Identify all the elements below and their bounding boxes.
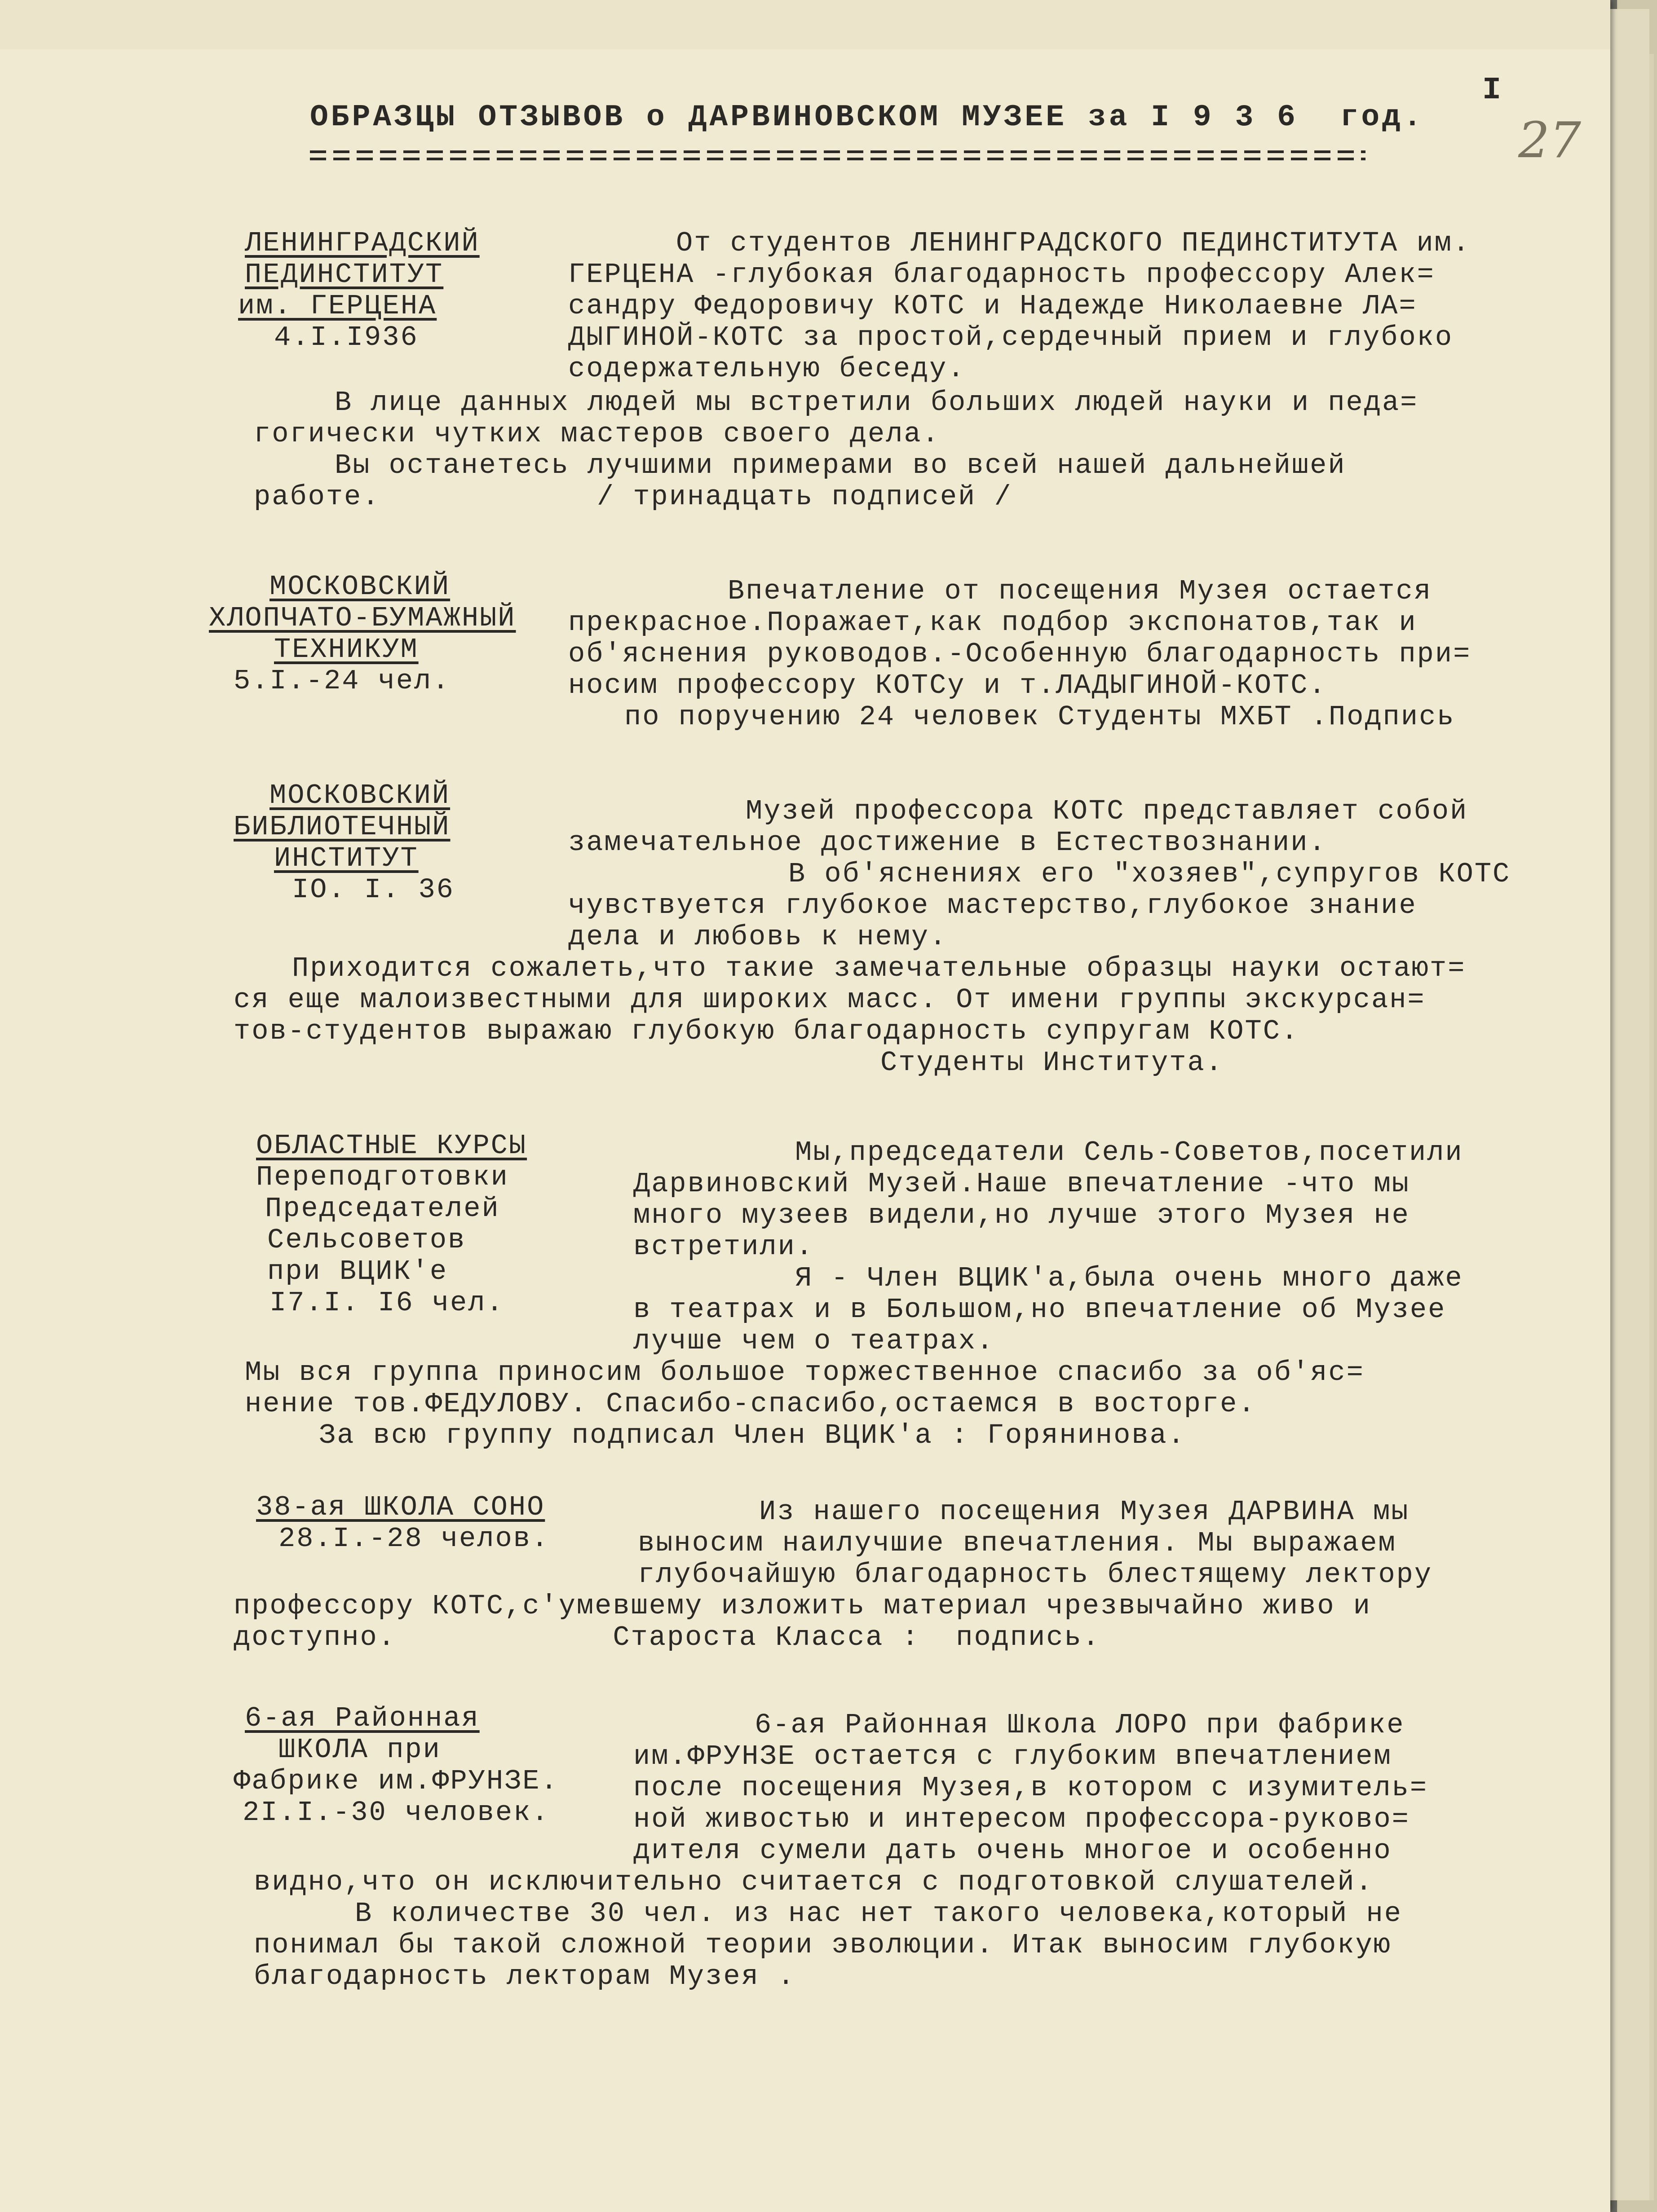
entry-label-line: при ВЦИК'е (267, 1256, 448, 1287)
entry-text-line: Мы,председатели Сель-Советов,посетили (795, 1137, 1463, 1168)
entry-text-line: Из нашего посещения Музея ДАРВИНА мы (759, 1496, 1410, 1528)
entry-label-line: Переподготовки (256, 1161, 509, 1193)
entry-text-line: ГЕРЦЕНА -глубокая благодарность профессору Алек= (568, 259, 1435, 291)
entry-label-line: МОСКОВСКИЙ (270, 780, 451, 811)
entry-label-line: ХЛОПЧАТО-БУМАЖНЫЙ (209, 602, 516, 634)
entry-label-line: Сельсоветов (267, 1224, 466, 1256)
entry-text-line: видно,что он исключительно считается с подготовкой слушателей. (254, 1866, 1374, 1898)
entry-text-line: В лице данных людей мы встретили больших людей науки и педа= (335, 387, 1418, 419)
entry-text-line: профессору КОТС,с'умевшему изложить материал чрезвычайно живо и (234, 1590, 1371, 1622)
entry-label-line: ШКОЛА при (278, 1734, 441, 1766)
entry-text-line: лучше чем о театрах. (633, 1325, 995, 1357)
page-number: I (1482, 73, 1503, 108)
entry-date: 28.I.-28 челов. (278, 1523, 550, 1555)
entry-text-line: Музей профессора КОТС представляет собой (746, 795, 1468, 827)
handwritten-folio-number: 27 (1518, 111, 1581, 169)
entry-label-line: 38-ая ШКОЛА СОНО (256, 1491, 545, 1523)
entry-text-line: встретили. (633, 1231, 814, 1263)
entry-text-line: сандру Федоровичу КОТС и Надежде Николаевне ЛА= (568, 290, 1417, 322)
entry-text-line: От студентов ЛЕНИНГРАДСКОГО ПЕДИНСТИТУТА им. (676, 227, 1471, 259)
entry-date: 4.I.I936 (274, 322, 419, 353)
entry-label-line: ОБЛАСТНЫЕ КУРСЫ (256, 1130, 527, 1162)
entry-text-line: ной живостью и интересом профессора-руково= (633, 1803, 1410, 1835)
entry-label-line: им. ГЕРЦЕНА (238, 290, 437, 322)
entry-date: IO. I. 36 (292, 874, 455, 906)
entry-date: 5.I.-24 чел. (234, 665, 451, 697)
entry-text-line: работе. / тринадцать подписей / (254, 481, 1012, 513)
entry-text-line: прекрасное.Поражает,как подбор экспонатов,так и (568, 607, 1417, 639)
entry-text-line: нение тов.ФЕДУЛОВУ. Спасибо-спасибо,остаемся в восторге. (245, 1388, 1256, 1420)
entry-label-line: Фабрике им.ФРУНЗЕ. (234, 1765, 559, 1797)
entry-text-line: За всю группу подписал Член ВЦИК'а : Горянинова. (319, 1419, 1186, 1451)
entry-text-line: Мы вся группа приносим большое торжественное спасибо за об'яс= (245, 1357, 1365, 1388)
entry-text-line: Дарвиновский Музей.Наше впечатление -что мы (633, 1168, 1410, 1200)
entry-label-line: ИНСТИТУТ (274, 842, 419, 874)
entry-text-line: дела и любовь к нему. (568, 921, 948, 953)
entry-text-line: понимал бы такой сложной теории эволюции. Итак выносим глубокую (254, 1929, 1392, 1961)
entry-label-line: ЛЕНИНГРАДСКИЙ (245, 227, 480, 259)
entry-label-line: ПЕДИНСТИТУТ (245, 259, 444, 291)
entry-text-line: об'яснения руководов.-Особенную благодарность при= (568, 638, 1471, 670)
entry-text-line: им.ФРУНЗЕ остается с глубоким впечатлением (633, 1741, 1392, 1772)
entry-text-line: Приходится сожалеть,что такие замечательные образцы науки остают= (292, 952, 1466, 984)
entry-text-line: глубочайшую благодарность блестящему лектору (638, 1559, 1433, 1591)
entry-label-line: Председателей (265, 1193, 500, 1225)
entry-label-line: БИБЛИОТЕЧНЫЙ (234, 811, 451, 843)
entry-text-line: В об'яснениях его "хозяев",супругов КОТС (788, 858, 1511, 890)
page-top-edge (0, 0, 1610, 49)
entry-text-line: доступно. Староста Класса : подпись. (234, 1622, 1100, 1653)
document-title: ОБРАЗЦЫ ОТЗЫВОВ о ДАРВИНОВСКОМ МУЗЕЕ за I 9 3 6 год. (310, 100, 1424, 135)
entry-text-line: В количестве 30 чел. из нас нет такого человека,который не (355, 1898, 1402, 1930)
title-double-rule (310, 150, 1365, 161)
entry-date: I7.I. I6 чел. (270, 1287, 504, 1319)
entry-text-line: ДЫГИНОЙ-КОТС за простой,сердечный прием и глубоко (568, 322, 1454, 353)
entry-text-line: выносим наилучшие впечатления. Мы выражаем (638, 1527, 1396, 1559)
entry-label-line: 6-ая Районная (245, 1702, 480, 1734)
entry-text-line: много музеев видели,но лучше этого Музея не (633, 1199, 1410, 1231)
entry-label-line: ТЕХНИКУМ (274, 634, 419, 665)
entry-text-line: чувствуется глубокое мастерство,глубокое знание (568, 890, 1417, 921)
entry-text-line: замечательное достижение в Естествознании. (568, 827, 1327, 859)
entry-text-line: гогически чутких мастеров своего дела. (254, 418, 940, 450)
entry-text-line: тов-студентов выражаю глубокую благодарность супругам КОТС. (234, 1015, 1299, 1047)
entry-text-line: после посещения Музея,в котором с изумитель= (633, 1772, 1428, 1804)
entry-date: 2I.I.-30 человек. (243, 1797, 550, 1829)
entry-text-line: Студенты Института. (880, 1047, 1224, 1079)
entry-text-line: благодарность лекторам Музея . (254, 1961, 796, 1992)
entry-text-line: Впечатление от посещения Музея остается (728, 575, 1432, 607)
entry-text-line: 6-ая Районная Школа ЛОРО при фабрике (755, 1709, 1405, 1741)
entry-text-line: Вы останетесь лучшими примерами во всей нашей дальнейшей (335, 449, 1346, 481)
entry-text-line: дителя сумели дать очень многое и особенно (633, 1835, 1392, 1867)
entry-text-line: носим профессору КОТСу и т.ЛАДЫГИНОЙ-КОТС. (568, 670, 1327, 701)
entry-text-line: ся еще малоизвестными для широких масс. От имени группы экскурсан= (234, 984, 1426, 1016)
entry-text-line: содержательную беседу. (568, 353, 966, 385)
entry-text-line: по поручению 24 человек Студенты МХБТ .Подпись (624, 701, 1455, 733)
entry-text-line: в театрах и в Большом,но впечатление об Музее (633, 1294, 1446, 1326)
entry-text-line: Я - Член ВЦИК'а,была очень много даже (795, 1262, 1463, 1294)
entry-label-line: МОСКОВСКИЙ (270, 571, 451, 603)
